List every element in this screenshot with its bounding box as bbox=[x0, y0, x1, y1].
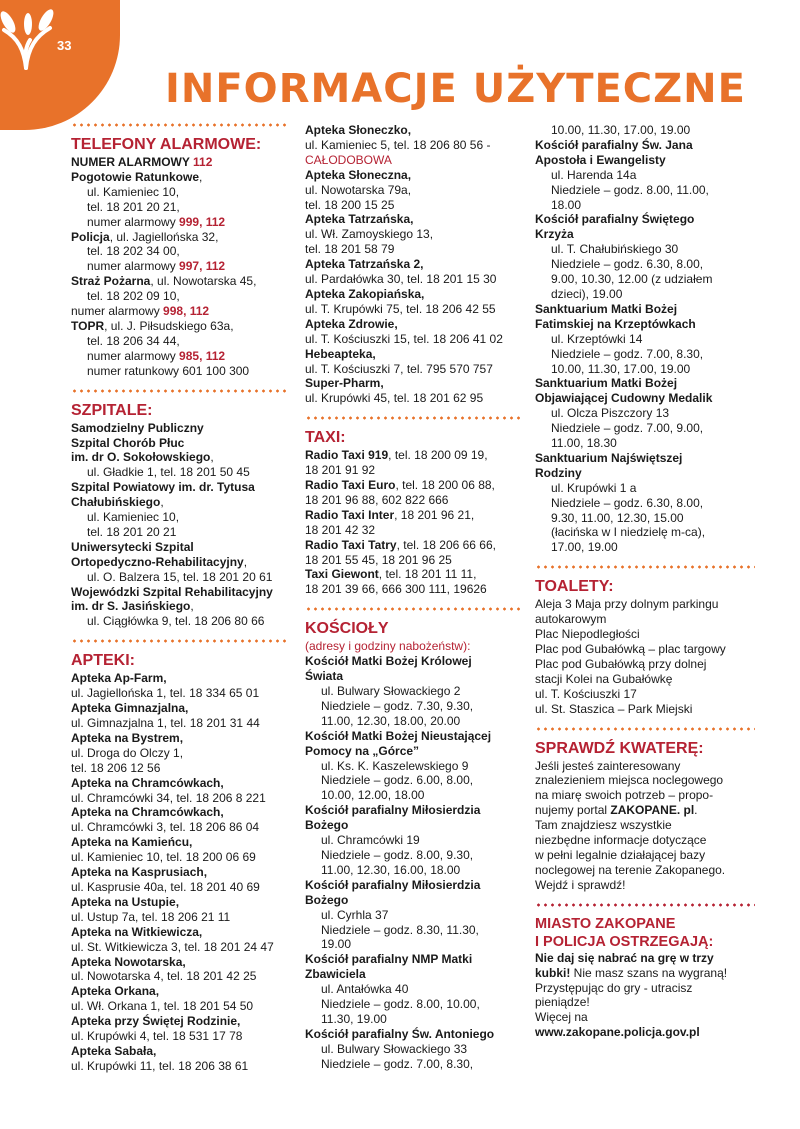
pharmacy-address: ul. T. Kościuszki 15, tel. 18 206 41 02 bbox=[305, 331, 503, 346]
pharmacy-name: Apteka na Kamieńcu, bbox=[71, 835, 193, 850]
dotted-divider bbox=[71, 123, 289, 127]
alarm-heading: TELEFONY ALARMOWE: bbox=[71, 136, 262, 153]
church-hours: 18.00 bbox=[551, 197, 582, 212]
policja-alarm: numer alarmowy 997, 112 bbox=[87, 259, 226, 274]
dotted-divider bbox=[535, 565, 755, 569]
pharmacy-name: Apteka na Chramcówkach, bbox=[71, 775, 224, 790]
pogotowie-address: ul. Kamieniec 10, bbox=[87, 184, 180, 199]
pharmacy-phone: tel. 18 206 12 56 bbox=[71, 760, 161, 775]
church-name: Sanktuarium Najświętszej bbox=[535, 450, 683, 465]
church-name: Zbawiciela bbox=[305, 967, 366, 982]
hospital-4-name: Wojewódzki Szpital Rehabilitacyjny bbox=[71, 584, 273, 599]
police-heading: MIASTO ZAKOPANE bbox=[535, 915, 676, 932]
pharmacy-address: ul. Nowotarska 79a, bbox=[305, 182, 412, 197]
pharmacy-list bbox=[71, 671, 289, 1073]
church-hours: Niedziele – godz. 6.30, 8.00, bbox=[551, 257, 704, 272]
toilet-location: autokarowym bbox=[535, 612, 607, 627]
taxi-entry: Radio Taxi Tatry, tel. 18 206 66 66, bbox=[305, 537, 496, 552]
straz-phone: tel. 18 202 09 10, bbox=[87, 289, 180, 304]
pharmacy-note: CAŁODOBOWA bbox=[305, 152, 392, 167]
pharmacy-name: Apteka przy Świętej Rodzinie, bbox=[71, 1014, 241, 1029]
pogotowie-name: Pogotowie Ratunkowe, bbox=[71, 169, 203, 184]
church-hours: Niedziele – godz. 8.00, 11.00, bbox=[551, 182, 709, 197]
church-hours: 11.00, 12.30, 18.00, 20.00 bbox=[321, 713, 461, 728]
hospital-1-address: ul. Gładkie 1, tel. 18 201 50 45 bbox=[87, 465, 250, 480]
church-name: Pomocy na „Górce” bbox=[305, 743, 420, 758]
hospital-2-name: Chałubińskiego, bbox=[71, 495, 164, 510]
church-hours: dzieci), 19.00 bbox=[551, 286, 623, 301]
topr-alarm: numer alarmowy 985, 112 bbox=[87, 348, 226, 363]
toilet-location: ul. T. Kościuszki 17 bbox=[535, 686, 637, 701]
church-name: Apostoła i Ewangelisty bbox=[535, 152, 666, 167]
topr-rescue: numer ratunkowy 601 100 300 bbox=[87, 363, 250, 378]
church-address: ul. Antałówka 40 bbox=[321, 982, 409, 997]
toilet-location: Aleja 3 Maja przy dolnym parkingu bbox=[535, 597, 719, 612]
church-hours: Niedziele – godz. 7.30, 9.30, bbox=[321, 698, 474, 713]
pharmacy-name: Apteka Zdrowie, bbox=[305, 316, 398, 331]
church-hours: Niedziele – godz. 7.00, 8.30, bbox=[551, 346, 704, 361]
church-name: Kościół parafialny Świętego bbox=[535, 212, 695, 227]
topr-entry: TOPR, ul. J. Piłsudskiego 63a, bbox=[71, 318, 234, 333]
policja-entry: Policja, ul. Jagiellońska 32, bbox=[71, 229, 219, 244]
pharmacy-name: Apteka Tatrzańska, bbox=[305, 212, 414, 227]
police-warning: Nie daj się nabrać na grę w trzy bbox=[535, 950, 714, 965]
church-hours: Niedziele – godz. 7.00, 9.00, bbox=[551, 421, 704, 436]
pharmacy-name: Apteka Ap-Farm, bbox=[71, 671, 167, 686]
policja-phone: tel. 18 202 34 00, bbox=[87, 244, 180, 259]
church-hours: 17.00, 19.00 bbox=[551, 540, 618, 555]
kwatera-heading: SPRAWDŹ KWATERĘ: bbox=[535, 739, 704, 757]
church-address: ul. Cyrhla 37 bbox=[321, 907, 389, 922]
pharmacy-address: ul. Chramcówki 34, tel. 18 206 8 221 bbox=[71, 790, 266, 805]
pharmacy-address: ul. Wł. Orkana 1, tel. 18 201 54 50 bbox=[71, 999, 254, 1014]
church-name: Bożego bbox=[305, 892, 349, 907]
straz-entry: Straż Pożarna, ul. Nowotarska 45, bbox=[71, 274, 257, 289]
pharmacy-name: Super-Pharm, bbox=[305, 376, 384, 391]
pharmacy-name: Apteka na Kasprusiach, bbox=[71, 865, 208, 880]
church-hours: Niedziele – godz. 6.30, 8.00, bbox=[551, 495, 704, 510]
toilet-location: Plac pod Gubałówką – plac targowy bbox=[535, 642, 726, 656]
dotted-divider bbox=[305, 416, 520, 420]
church-name: Sanktuarium Matki Bożej bbox=[535, 301, 678, 316]
police-url-link[interactable]: www.zakopane.policja.gov.pl bbox=[535, 1025, 700, 1040]
church-hours: Niedziele – godz. 8.00, 9.30, bbox=[321, 847, 474, 862]
kwatera-text: niezbędne informacje dotyczące bbox=[535, 833, 707, 848]
pharmacy-address: ul. St. Witkiewicza 3, tel. 18 201 24 47 bbox=[71, 939, 274, 954]
church-hours: 11.00, 18.30 bbox=[551, 436, 617, 451]
pharmacies-heading: APTEKI: bbox=[71, 652, 135, 670]
church-name: Świata bbox=[305, 669, 344, 684]
church-hours: Niedziele – godz. 8.30, 11.30, bbox=[321, 922, 479, 937]
topr-phone: tel. 18 206 34 44, bbox=[87, 333, 180, 348]
church-address: ul. Olcza Piszczory 13 bbox=[551, 406, 670, 421]
pharmacy-address: ul. Krupówki 45, tel. 18 201 62 95 bbox=[305, 391, 484, 406]
pogotowie-alarm: numer alarmowy 999, 112 bbox=[87, 214, 226, 229]
church-hours: 10.00, 12.00, 18.00 bbox=[321, 788, 425, 803]
pharmacy-address: ul. Gimnazjalna 1, tel. 18 201 31 44 bbox=[71, 716, 260, 730]
toilet-location: stacji Kolei na Gubałówkę bbox=[535, 671, 673, 686]
pharmacy-address: ul. Pardałówka 30, tel. 18 201 15 30 bbox=[305, 272, 497, 287]
church-address: ul. Bulwary Słowackiego 33 bbox=[321, 1041, 468, 1056]
church-name: Krzyża bbox=[535, 227, 574, 242]
straz-alarm: numer alarmowy 998, 112 bbox=[71, 304, 210, 319]
dotted-divider bbox=[535, 727, 755, 731]
pharmacy-name: Apteka Nowotarska, bbox=[71, 954, 186, 969]
hospital-4-name: im. dr S. Jasińskiego, bbox=[71, 599, 194, 614]
taxi-entry: Radio Taxi Euro, tel. 18 200 06 88, bbox=[305, 478, 495, 493]
hospital-1-name: im. dr O. Sokołowskiego, bbox=[71, 450, 214, 465]
church-hours: 9.00, 10.30, 12.00 (z udziałem bbox=[551, 272, 713, 287]
police-text: Więcej na bbox=[535, 1010, 588, 1025]
pharmacy-phone: tel. 18 200 15 25 bbox=[305, 197, 395, 212]
taxi-phone: 18 201 42 32 bbox=[305, 522, 376, 537]
hospital-3-name: Ortopedyczno-Rehabilitacyjny, bbox=[71, 554, 248, 569]
hospital-2-address: ul. Kamieniec 10, bbox=[87, 510, 180, 525]
wheat-icon bbox=[0, 0, 70, 70]
hospital-1-name: Szpital Chorób Płuc bbox=[71, 435, 185, 450]
pogotowie-phone: tel. 18 201 20 21, bbox=[87, 199, 180, 214]
toilet-location: Plac Niepodległości bbox=[535, 627, 640, 642]
churches-subheading: (adresy i godziny nabożeństw): bbox=[305, 639, 471, 654]
pharmacy-name: Apteka na Witkiewicza, bbox=[71, 924, 203, 939]
pharmacy-name: Apteka Słoneczko, bbox=[305, 123, 412, 137]
church-address: ul. Ks. K. Kaszelewskiego 9 bbox=[321, 758, 469, 773]
pharmacy-address: ul. T. Krupówki 75, tel. 18 206 42 55 bbox=[305, 301, 496, 316]
police-heading: I POLICJA OSTRZEGAJĄ: bbox=[535, 933, 714, 950]
kwatera-text: Tam znajdziesz wszystkie bbox=[535, 818, 672, 833]
taxi-phone: 18 201 55 45, 18 201 96 25 bbox=[305, 552, 452, 567]
church-address: ul. Chramcówki 19 bbox=[321, 833, 420, 848]
taxi-phone: 18 201 39 66, 666 300 111, 19626 bbox=[305, 582, 487, 597]
page-number: 33 bbox=[57, 38, 72, 53]
pharmacy-address: ul. Droga do Olczy 1, bbox=[71, 745, 184, 760]
toilet-location: ul. St. Staszica – Park Miejski bbox=[535, 701, 693, 716]
pharmacy-address: ul. Ustup 7a, tel. 18 206 21 11 bbox=[71, 909, 231, 924]
portal-link[interactable]: ZAKOPANE. pl bbox=[610, 803, 695, 818]
hospital-1-name: Samodzielny Publiczny bbox=[71, 420, 204, 435]
dotted-divider bbox=[71, 389, 289, 393]
church-name: Rodziny bbox=[535, 465, 582, 480]
toilet-list bbox=[535, 597, 755, 716]
pharmacy-phone: tel. 18 201 58 79 bbox=[305, 242, 395, 257]
kwatera-text: w pełni legalnie działającej bazy bbox=[535, 847, 706, 862]
church-address: ul. Krupówki 1 a bbox=[551, 480, 637, 495]
kwatera-text: na miarę swoich potrzeb – propo- bbox=[535, 788, 714, 803]
pharmacy-name: Apteka na Bystrem, bbox=[71, 730, 184, 745]
taxi-heading: TAXI: bbox=[305, 429, 346, 447]
church-address: ul. Harenda 14a bbox=[551, 167, 637, 182]
church-hours: 9.30, 11.00, 12.30, 15.00 bbox=[551, 510, 684, 525]
church-hours: 10.00, 11.30, 17.00, 19.00 bbox=[551, 361, 691, 376]
pharmacy-address: ul. Kamieniec 5, tel. 18 206 80 56 - bbox=[305, 137, 491, 152]
pharmacy-name: Hebeapteka, bbox=[305, 346, 376, 361]
taxi-entry: Radio Taxi 919, tel. 18 200 09 19, bbox=[305, 448, 488, 463]
kwatera-text: Jeśli jesteś zainteresowany bbox=[535, 758, 681, 773]
taxi-phone: 18 201 91 92 bbox=[305, 463, 376, 478]
church-address: ul. Krzeptówki 14 bbox=[551, 331, 643, 346]
pharmacy-address: ul. Wł. Zamoyskiego 13, bbox=[305, 227, 434, 242]
church-hours: 10.00, 11.30, 17.00, 19.00 bbox=[551, 123, 691, 137]
pharmacy-name: Apteka Orkana, bbox=[71, 984, 160, 999]
church-address: ul. Bulwary Słowackiego 2 bbox=[321, 684, 461, 698]
toilets-heading: TOALETY: bbox=[535, 578, 614, 596]
taxi-entry: Taxi Giewont, tel. 18 201 11 11, bbox=[305, 567, 477, 582]
church-name: Kościół parafialny Św. Jana bbox=[535, 137, 693, 152]
taxi-phone: 18 201 96 88, 602 822 666 bbox=[305, 492, 449, 507]
pharmacy-address: ul. Krupówki 4, tel. 18 531 17 78 bbox=[71, 1029, 243, 1044]
church-name: Fatimskiej na Krzeptówkach bbox=[535, 316, 696, 331]
kwatera-text: znalezieniem miejsca noclegowego bbox=[535, 773, 724, 788]
church-name: Kościół parafialny Miłosierdzia bbox=[305, 877, 481, 892]
churches-heading: KOŚCIOŁY bbox=[305, 620, 389, 638]
pharmacy-address: ul. Chramcówki 3, tel. 18 206 86 04 bbox=[71, 820, 260, 835]
church-name: Kościół parafialny NMP Matki bbox=[305, 952, 473, 967]
toilet-location: Plac pod Gubałówką przy dolnej bbox=[535, 656, 707, 671]
church-name: Kościół Matki Bożej Nieustającej bbox=[305, 728, 492, 743]
hospital-2-name: Szpital Powiatowy im. dr. Tytusa bbox=[71, 480, 255, 495]
pharmacy-address: ul. T. Kościuszki 7, tel. 795 570 757 bbox=[305, 361, 493, 376]
church-name: Kościół parafialny Św. Antoniego bbox=[305, 1026, 495, 1041]
column-right bbox=[535, 123, 755, 1040]
pharmacy-name: Apteka Tatrzańska 2, bbox=[305, 257, 424, 272]
alarm-number: NUMER ALARMOWY 112 bbox=[71, 155, 213, 169]
pharmacy-address: ul. Nowotarska 4, tel. 18 201 42 25 bbox=[71, 969, 257, 984]
pharmacy-address: ul. Krupówki 11, tel. 18 206 38 61 bbox=[71, 1058, 249, 1073]
church-name: Kościół Matki Bożej Królowej bbox=[305, 654, 472, 669]
pharmacy-name: Apteka Gimnazjalna, bbox=[71, 701, 189, 716]
church-name: Objawiającej Cudowny Medalik bbox=[535, 391, 713, 406]
taxi-entry: Radio Taxi Inter, 18 201 96 21, bbox=[305, 507, 475, 522]
church-hours: Niedziele – godz. 7.00, 8.30, bbox=[321, 1056, 474, 1071]
police-warning: kubki! Nie masz szans na wygraną! bbox=[535, 965, 728, 980]
kwatera-text: nujemy portal ZAKOPANE. pl. bbox=[535, 803, 698, 818]
pharmacy-name: Apteka Słoneczna, bbox=[305, 167, 412, 182]
church-hours: 19.00 bbox=[321, 937, 352, 952]
church-hours: (łacińska w I niedzielę m-ca), bbox=[551, 525, 706, 540]
hospital-2-phone: tel. 18 201 20 21 bbox=[87, 524, 177, 539]
police-text: pieniądze! bbox=[535, 995, 590, 1010]
corner-decoration bbox=[0, 0, 120, 130]
kwatera-text: noclegowej na terenie Zakopanego. bbox=[535, 862, 726, 877]
church-address: ul. T. Chałubińskiego 30 bbox=[551, 242, 679, 257]
dotted-divider bbox=[305, 607, 520, 611]
kwatera-text: Wejdź i sprawdź! bbox=[535, 877, 626, 892]
church-hours: Niedziele – godz. 8.00, 10.00, bbox=[321, 997, 480, 1012]
church-name: Kościół parafialny Miłosierdzia bbox=[305, 803, 481, 818]
hospital-3-name: Uniwersytecki Szpital bbox=[71, 539, 194, 554]
dotted-divider bbox=[535, 903, 755, 907]
police-text: Przystępując do gry - utracisz bbox=[535, 980, 693, 995]
church-hours: 11.00, 12.30, 16.00, 18.00 bbox=[321, 862, 461, 877]
page-title: INFORMACJE UŻYTECZNE bbox=[165, 66, 746, 112]
hospital-3-address: ul. O. Balzera 15, tel. 18 201 20 61 bbox=[87, 569, 273, 584]
pharmacy-name: Apteka Zakopiańska, bbox=[305, 286, 425, 301]
dotted-divider bbox=[71, 639, 289, 643]
pharmacy-name: Apteka na Ustupie, bbox=[71, 894, 180, 909]
pharmacy-address: ul. Kasprusie 40a, tel. 18 201 40 69 bbox=[71, 879, 260, 894]
pharmacy-address: ul. Jagiellońska 1, tel. 18 334 65 01 bbox=[71, 686, 260, 701]
pharmacy-name: Apteka Sabała, bbox=[71, 1043, 157, 1058]
hospitals-heading: SZPITALE: bbox=[71, 401, 153, 419]
church-name: Sanktuarium Matki Bożej bbox=[535, 376, 678, 391]
column-left bbox=[71, 123, 289, 1074]
church-name: Bożego bbox=[305, 818, 349, 833]
pharmacy-name: Apteka na Chramcówkach, bbox=[71, 805, 224, 820]
pharmacy-address: ul. Kamieniec 10, tel. 18 200 06 69 bbox=[71, 850, 256, 865]
hospital-4-address: ul. Ciągłówka 9, tel. 18 206 80 66 bbox=[87, 614, 265, 629]
church-hours: 11.30, 19.00 bbox=[321, 1011, 387, 1026]
column-middle bbox=[305, 123, 520, 1072]
church-hours: Niedziele – godz. 6.00, 8.00, bbox=[321, 773, 474, 788]
